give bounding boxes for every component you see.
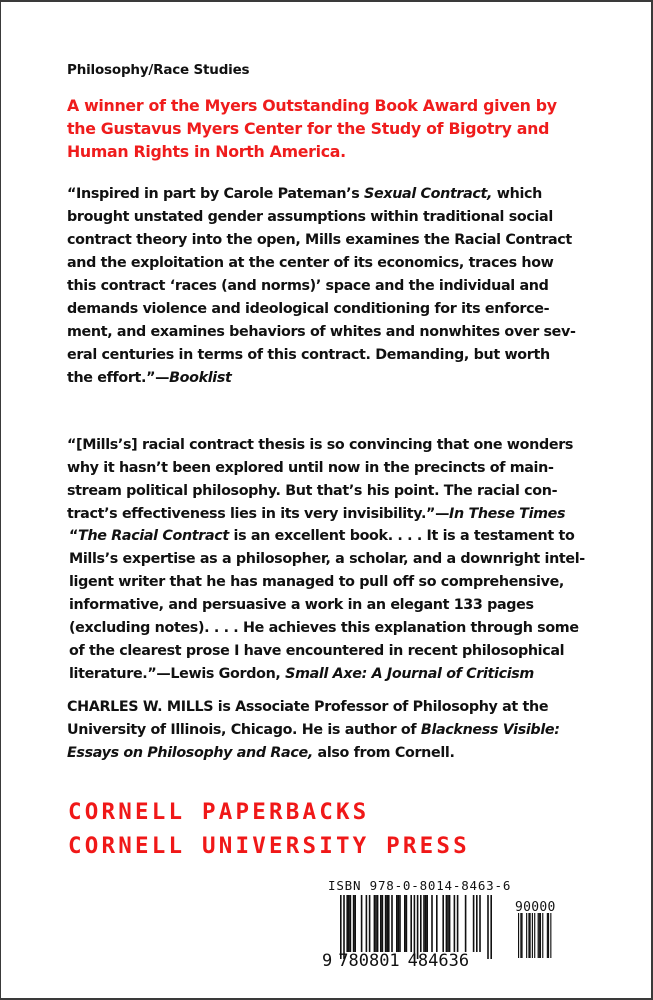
barcode-bar [454,895,456,952]
barcode-bar [417,895,419,959]
text-run: why it hasn’t been explored until now in the precincts of main- [67,460,554,476]
barcode-bar [410,895,412,952]
italic-run: Sexual Contract, [364,186,493,202]
addon-bar [520,913,521,958]
barcode-bar [375,895,377,952]
text-run: ligent writer that he has managed to pull off so comprehensive, [69,574,564,590]
italic-run: Blackness Visible: [420,722,560,738]
barcode-bar [423,895,425,952]
barcode-bar [465,895,467,952]
award-line: the Gustavus Myers Center for the Study of Bigotry and [67,119,550,138]
text-line [69,663,585,686]
barcode-bar [431,895,433,952]
addon-bar [518,913,519,958]
barcode-bar [398,895,400,952]
barcode-bar [388,895,390,952]
text-line [67,457,573,480]
publisher-imprint [68,795,470,863]
barcode-bar [425,895,427,952]
ean-first-digit: 9 [322,951,333,971]
text-line [67,503,573,526]
review-quote-in-these-times [67,434,573,526]
barcode-bar [377,895,379,952]
barcode-bar [420,895,422,952]
addon-bar [550,913,551,958]
text-run: eral centuries in terms of this contract. Demanding, but worth [67,347,550,363]
barcode-bar [374,895,376,952]
text-run: “ [69,528,79,544]
addon-bar [528,913,529,958]
publisher-line-press: CORNELL UNIVERSITY PRESS [68,833,470,859]
barcode-bar [353,895,355,952]
text-line [69,594,585,617]
text-run: (excluding notes). . . . He achieves this explanation through some [69,620,579,636]
text-run: informative, and persuasive a work in an elegant 133 pages [69,597,534,613]
text-line [69,525,585,548]
addon-bar [526,913,527,958]
isbn-barcode [322,878,556,973]
review-quote-lewis-gordon [69,525,585,686]
text-run: which [492,186,542,202]
barcode-bar [406,895,408,952]
italic-run: Essays on Philosophy and Race, [67,745,313,761]
text-line [67,275,576,298]
barcode-bar [369,895,371,952]
award-statement [67,94,627,163]
text-line [69,571,585,594]
addon-bar [534,913,535,958]
text-run: stream political philosophy. But that’s his point. The racial con- [67,483,558,499]
barcode-bar [487,895,489,959]
text-line [69,617,585,640]
addon-bar [521,913,522,958]
barcode-bar [366,895,368,952]
barcode-bar [380,895,382,952]
italic-run: Small Axe: A Journal of Criticism [285,666,534,682]
text-line [67,696,560,719]
text-run: contract theory into the open, Mills examines the Racial Contract [67,232,572,248]
author-bio [67,696,560,765]
ean-left-group: 780801 [338,951,400,971]
text-line [67,206,576,229]
barcode-bar [447,895,449,952]
text-run: also from Cornell. [312,745,455,761]
text-line [67,321,576,344]
text-line [69,640,585,663]
text-line [67,252,576,275]
text-line [67,367,576,390]
publisher-line-paperbacks: CORNELL PAPERBACKS [68,799,370,825]
barcode-addon-digits: 90000 [515,900,556,915]
isbn-label: ISBN 978-0-8014-8463-6 [328,878,512,893]
barcode-bar [436,895,438,952]
text-line [67,742,560,765]
text-line [67,480,573,503]
barcode-bar [426,895,428,952]
addon-bar [538,913,539,958]
barcode-bar [361,895,363,952]
text-line [67,183,576,206]
text-run: the effort.”— [67,370,170,386]
text-line [67,229,576,252]
addon-bar [539,913,540,958]
barcode-bar [414,895,416,959]
text-run: “[Mills’s] racial contract thesis is so convincing that one wonders [67,437,574,453]
review-quote-booklist [67,183,576,390]
barcode-bar [346,895,348,952]
barcode-bar [490,895,492,959]
barcode-bar [350,895,352,952]
barcode-bar [446,895,448,952]
text-run: literature.”—Lewis Gordon, [69,666,286,682]
italic-run: In These Times [449,506,566,522]
barcode-bar [404,895,406,952]
barcode-bar [343,895,345,959]
barcode-bar [386,895,388,952]
italic-run: The Racial Contract [78,528,229,544]
text-run: is an excellent book. . . . It is a testament to [228,528,575,544]
barcode-bar [479,895,481,952]
barcode-bar [476,895,478,952]
barcode-bar [457,895,459,952]
award-line: Human Rights in North America. [67,142,346,161]
barcode-digits [322,951,469,971]
barcode-bar [396,895,398,952]
text-run: Mills’s expertise as a philosopher, a scholar, and a downright intel- [69,551,585,567]
barcode-bar [391,895,393,952]
text-run: of the clearest prose I have encountered in recent philosophical [69,643,565,659]
addon-bar [542,913,543,958]
barcode-bar [473,895,475,952]
text-line [67,298,576,321]
text-run: “Inspired in part by Carole Pateman’s [67,186,365,202]
text-run: demands violence and ideological conditioning for its enforce- [67,301,550,317]
text-run: and the exploitation at the center of its economics, traces how [67,255,554,271]
text-run: University of Illinois, Chicago. He is author of [67,722,421,738]
text-line [69,548,585,571]
barcode-bar [449,895,451,952]
addon-bar [547,913,548,958]
barcode-bar [399,895,401,952]
award-line: A winner of the Myers Outstanding Book Award given by [67,96,557,115]
barcode-bar [354,895,356,952]
text-run: this contract ‘races (and norms)’ space and the individual and [67,278,549,294]
text-run: brought unstated gender assumptions within traditional social [67,209,553,225]
addon-bar [530,913,531,958]
category-label: Philosophy/Race Studies [67,62,250,78]
barcode-bar [348,895,350,952]
barcode-bar [385,895,387,952]
text-line [67,344,576,367]
italic-run: Booklist [169,370,232,386]
barcode-bar [442,895,444,952]
text-run: ment, and examines behaviors of whites and nonwhites over sev- [67,324,576,340]
text-run: tract’s effectiveness lies in its very invisibility.”— [67,506,450,522]
text-run: CHARLES W. MILLS is Associate Professor of Philosophy at the [67,699,549,715]
text-line [67,434,573,457]
barcode-bar [340,895,342,959]
addon-bar [532,913,533,958]
addon-bar [540,913,541,958]
ean-right-group: 484636 [407,951,470,971]
barcode-bar [382,895,384,952]
text-line [67,719,560,742]
addon-bar [548,913,549,958]
